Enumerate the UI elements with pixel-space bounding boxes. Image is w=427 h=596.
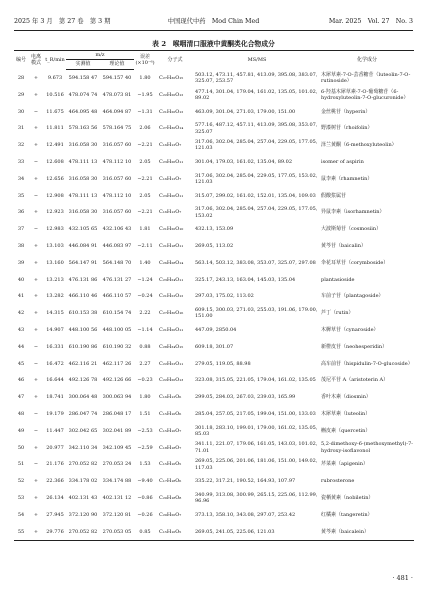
table-row — [14, 288, 414, 305]
cell-m2: 402.131 12 — [102, 494, 132, 501]
cell-ms: 269.05, 113.02 — [195, 242, 234, 249]
cell-rt: 26.134 — [46, 494, 64, 501]
cell-ms: 317.06, 302.04, 285.04, 229.05, 177.05, 153.02, 121.03 — [195, 172, 318, 185]
cell-rt: 22.366 — [46, 478, 64, 485]
cell-f: C₂₃H₂₆O₁₁ — [159, 158, 184, 165]
cell-m1: 476.131 86 — [68, 276, 98, 283]
table-row — [14, 322, 414, 339]
cell-f: C₂₆H₂₈O₁₄ — [159, 259, 184, 266]
table-row — [14, 87, 414, 104]
col-compound: 化学成分 — [320, 51, 414, 70]
cell-err: −9.40 — [137, 478, 153, 485]
cell-name: 芹菜素（apigenin） — [321, 461, 368, 468]
cell-m2: 478.112 10 — [102, 158, 132, 165]
cell-m2: 270.053 24 — [102, 461, 132, 468]
header-journal: 中国现代中药 Mod Chin Med — [167, 18, 260, 25]
cell-err: 1.80 — [139, 74, 151, 81]
cell-mode: + — [33, 259, 39, 266]
cell-m1: 432.105 65 — [68, 226, 98, 233]
cell-mode: + — [33, 377, 39, 384]
cell-rt: 12.923 — [46, 209, 64, 216]
cell-m2: 300.063 94 — [102, 394, 132, 401]
col-rt: t_R/min — [44, 51, 66, 70]
cell-m2: 466.110 57 — [102, 293, 132, 300]
cell-rt: 12.656 — [46, 175, 64, 182]
table-row — [14, 339, 414, 356]
cell-err: −0.23 — [137, 377, 153, 384]
cell-ms: 279.05, 119.05, 88.98 — [195, 360, 251, 367]
cell-ms: 301.04, 179.03, 161.02, 135.04, 89.02 — [195, 158, 293, 165]
table-title: 表 2 喉咽清口服液中黄酮类化合物成分 — [152, 40, 275, 48]
cell-f: C₁₇H₁₈O₆ — [159, 478, 182, 485]
cell-f: C₂₇H₃₀O₁₄ — [159, 125, 184, 132]
cell-err: 1.51 — [139, 410, 151, 417]
cell-name: 木樨草苷（cynaroside） — [321, 326, 379, 333]
cell-ms: 503.12, 473.11, 457.81, 413.09, 395.08, 383.07, 325.07, 253.57 — [195, 71, 318, 84]
cell-no: 38 — [17, 242, 25, 249]
cell-err: −0.26 — [137, 511, 153, 518]
cell-m1: 316.058 30 — [68, 175, 98, 182]
cell-m1: 334.178 02 — [68, 478, 98, 485]
cell-no: 32 — [17, 142, 25, 149]
cell-no: 50 — [17, 444, 25, 451]
cell-err: 2.05 — [139, 192, 151, 199]
cell-mode: − — [33, 158, 39, 165]
cell-m1: 478.111 13 — [68, 158, 98, 165]
col-formula: 分子式 — [156, 51, 194, 70]
cell-no: 40 — [17, 276, 25, 283]
cell-ms: 269.05, 241.05, 225.06, 121.03 — [194, 523, 320, 540]
cell-err: 0.88 — [139, 343, 151, 350]
cell-no: 43 — [17, 326, 25, 333]
cell-rt: 18.741 — [46, 394, 64, 401]
cell-ms: 315.07, 299.02, 161.02, 152.01, 135.04, 109.03 — [195, 192, 316, 199]
cell-m2: 478.073 81 — [102, 91, 132, 98]
cell-rt: 10.516 — [46, 91, 64, 98]
cell-m2: 610.154 74 — [102, 310, 132, 317]
cell-mode: − — [33, 461, 39, 468]
cell-m1: 610.153 38 — [68, 310, 98, 317]
cell-mode: − — [33, 360, 39, 367]
cell-ms: 373.13, 358.10, 343.08, 297.07, 253.42 — [195, 511, 296, 518]
table-row — [14, 473, 414, 490]
cell-ms: 341.11, 221.07, 179.06, 161.05, 143.03, 101.02, 71.01 — [195, 441, 318, 454]
cell-no: 44 — [17, 343, 25, 350]
cell-no: 45 — [17, 360, 25, 367]
cell-m1: 462.116 21 — [68, 360, 98, 367]
cell-rt: 16.644 — [46, 377, 64, 384]
cell-f: C₂₀H₁₈O₈ — [159, 494, 182, 501]
cell-m2: 478.112 10 — [102, 192, 132, 199]
col-mz-exp: 实测值 — [66, 60, 100, 69]
cell-m1: 316.058 30 — [68, 142, 98, 149]
cell-m1: 464.095 48 — [68, 108, 98, 115]
cell-err: −1.95 — [137, 91, 153, 98]
table-row — [14, 154, 414, 171]
cell-err: −2.59 — [137, 444, 153, 451]
cell-name: 异鼠李素（isorhamnetin） — [321, 209, 385, 216]
cell-f: C₁₅H₁₀O₅ — [156, 523, 194, 540]
cell-mode: + — [33, 293, 39, 300]
cell-m2: 564.148 70 — [102, 259, 132, 266]
cell-err: 1.81 — [139, 226, 151, 233]
cell-rt: 12.908 — [46, 192, 64, 199]
cell-mode: + — [33, 494, 39, 501]
table-row — [14, 406, 414, 423]
cell-mode: + — [33, 394, 39, 401]
table-row — [14, 372, 414, 389]
cell-name: 泽兰黄酮（6-methoxyluteolin） — [321, 142, 397, 149]
cell-f: C₁₅H₁₀O₆ — [159, 410, 182, 417]
cell-no: 42 — [17, 310, 25, 317]
table-row — [14, 456, 414, 473]
table-row — [14, 271, 414, 288]
cell-f: C₁₆H₁₂O₇ — [159, 209, 182, 216]
table-row — [14, 187, 414, 204]
cell-no: 39 — [17, 259, 25, 266]
cell-mode: + — [33, 326, 39, 333]
cell-name: 5,2-dimethoxy-6-(methoxymethyl)-7-hydroxy-isoflavonol — [321, 441, 413, 454]
col-mz: m/z — [66, 51, 134, 60]
cell-mode: − — [33, 108, 39, 115]
cell-m1: 610.190 86 — [68, 343, 98, 350]
cell-no: 34 — [17, 175, 25, 182]
cell-f: C₂₁H₂₂O₁₂ — [159, 293, 184, 300]
cell-name: 鼠李素（rhamnetin） — [321, 175, 373, 182]
cell-err: 2.05 — [139, 158, 151, 165]
cell-no: 29 — [17, 91, 25, 98]
cell-mode: + — [33, 74, 39, 81]
cell-no: 51 — [17, 461, 25, 468]
cell-name: 木犀草素-7-O-芸香糖苷（luteolin-7-O-rutinoside） — [321, 71, 411, 84]
cell-mode: + — [33, 125, 39, 132]
cell-f: C₁₆H₁₂O₇ — [159, 175, 182, 182]
cell-err: 1.53 — [139, 461, 151, 468]
cell-err: −2.21 — [137, 175, 153, 182]
cell-m2: 316.057 60 — [102, 175, 132, 182]
cell-f: C₂₁H₂₀O₁₀ — [159, 226, 184, 233]
cell-m1: 270.052 82 — [66, 523, 100, 540]
table-row — [14, 255, 414, 272]
cell-m2: 578.164 75 — [102, 125, 132, 132]
cell-name: 槲皮素（quercetin） — [321, 427, 371, 434]
cell-m1: 492.126 78 — [68, 377, 98, 384]
cell-err: −2.21 — [137, 142, 153, 149]
cell-no: 35 — [17, 192, 25, 199]
cell-err: 1.80 — [139, 394, 151, 401]
cell-name: 假酸浆属苷 — [321, 192, 347, 199]
cell-mode: + — [33, 310, 39, 317]
cell-mode: + — [33, 511, 39, 518]
cell-ms: 317.06, 302.04, 285.04, 257.04, 229.05, 177.05, 153.02 — [195, 206, 318, 219]
cell-f: C₂₁H₂₀O₁₁ — [159, 326, 184, 333]
cell-rt: 12.491 — [46, 142, 64, 149]
cell-f: C₂₈H₃₄O₁₅ — [159, 343, 184, 350]
cell-err: −2.21 — [137, 209, 153, 216]
cell-m1: 564.147 91 — [68, 259, 98, 266]
cell-rt: 21.176 — [46, 461, 64, 468]
running-header — [14, 16, 413, 28]
cell-m2: 448.100 05 — [102, 326, 132, 333]
cell-ms: 577.16, 487.12, 457.11, 413.09, 395.08, 353.07, 325.07 — [195, 122, 318, 135]
cell-mode: + — [28, 523, 44, 540]
cell-ms: 325.17, 243.13, 163.04, 145.03, 135.04 — [195, 276, 296, 283]
cell-mode: + — [33, 478, 39, 485]
table-body — [14, 69, 414, 540]
cell-err: −1.24 — [137, 276, 153, 283]
cell-f: C₁₅H₁₀O₇ — [159, 427, 182, 434]
cell-no: 31 — [17, 125, 25, 132]
cell-name: 黄芩苷（baicalin） — [321, 242, 366, 249]
cell-no: 46 — [17, 377, 25, 384]
col-no: 编号 — [14, 51, 28, 70]
cell-f: C₂₁H₁₈O₁₁ — [159, 242, 184, 249]
cell-mode: + — [33, 142, 39, 149]
cell-no: 37 — [17, 226, 25, 233]
cell-no: 53 — [17, 494, 25, 501]
cell-name: 野漆树苷（rhoifolin） — [321, 125, 373, 132]
cell-m1: 302.042 65 — [68, 427, 98, 434]
cell-rt: 12.608 — [46, 158, 64, 165]
cell-err: −0.24 — [137, 293, 153, 300]
cell-ms: 285.04, 257.05, 217.05, 199.04, 151.00, 133.03 — [195, 410, 316, 417]
table-row — [14, 171, 414, 188]
cell-mode: + — [33, 242, 39, 249]
cell-name: 红橘素（tangeretin） — [321, 511, 373, 518]
cell-mode: + — [33, 175, 39, 182]
cell-err: −2.11 — [137, 242, 153, 249]
cell-name: 金丝桃苷（hyperin） — [321, 108, 371, 115]
cell-rt: 9.673 — [47, 74, 63, 81]
cell-rt: 16.331 — [46, 343, 64, 350]
cell-m2: 270.053 05 — [100, 523, 134, 540]
cell-f: C₂₃H₂₄O₁₁ — [159, 276, 184, 283]
cell-no: 28 — [17, 74, 25, 81]
col-msms: MS/MS — [194, 51, 320, 70]
table-row — [14, 507, 414, 524]
cell-ms: 340.99, 313.08, 300.99, 265.15, 225.06, 112.99, 96.96 — [195, 491, 318, 505]
table-row — [14, 355, 414, 372]
cell-name: 新橙皮苷（neohesperidin） — [321, 343, 388, 350]
cell-no: 49 — [17, 427, 25, 434]
cell-f: C₁₈H₁₈O₇ — [159, 444, 182, 451]
table-row — [14, 490, 414, 507]
cell-m2: 476.131 27 — [102, 276, 132, 283]
table-row — [14, 120, 414, 137]
cell-m2: 432.106 43 — [102, 226, 132, 233]
cell-rt: 13.160 — [46, 259, 64, 266]
cell-mode: + — [33, 444, 39, 451]
cell-m1: 402.131 43 — [68, 494, 98, 501]
cell-f: C₁₆H₁₂O₆ — [159, 394, 182, 401]
table-row — [14, 204, 414, 221]
cell-f: C₂₀H₂₀O₇ — [159, 511, 182, 518]
cell-no: 54 — [17, 511, 25, 518]
cell-err: 2.22 — [139, 310, 151, 317]
cell-f: C₁₅H₁₀O₅ — [159, 461, 182, 468]
cell-m2: 334.174 88 — [102, 478, 132, 485]
cell-err: 2.06 — [139, 125, 151, 132]
cell-m2: 342.109 45 — [102, 444, 132, 451]
col-mode: 电离模式 — [28, 51, 44, 70]
cell-mode: + — [33, 209, 39, 216]
cell-m1: 372.120 90 — [68, 511, 98, 518]
cell-m1: 446.084 91 — [68, 242, 98, 249]
cell-m2: 446.083 97 — [102, 242, 132, 249]
cell-name: 香叶木素（diosmin） — [321, 394, 371, 401]
cell-ms: 299.05, 284.03, 267.03, 239.03, 165.99 — [195, 394, 296, 401]
cell-ms: 477.14, 301.04, 179.04, 161.02, 135.05, 101.02, 89.02 — [195, 88, 318, 101]
cell-name: rubrosterone — [321, 478, 355, 485]
cell-name: 大波斯菊苷（cosmosiin） — [321, 226, 382, 233]
table-row — [14, 221, 414, 238]
cell-no: 55 — [14, 523, 28, 540]
cell-name: 木犀草素（luteolin） — [321, 410, 371, 417]
cell-rt: 27.945 — [46, 511, 64, 518]
col-mz-theo: 理论值 — [100, 60, 134, 69]
cell-name: 瓷栖黄素（nobiletin） — [321, 494, 374, 501]
col-error: 误差 (×10⁻⁶) — [134, 51, 156, 70]
cell-mode: − — [33, 427, 39, 434]
cell-no: 33 — [17, 158, 25, 165]
cell-ms: 269.05, 225.06, 201.06, 181.06, 151.00, 149.02, 117.03 — [195, 458, 318, 471]
cell-no: 30 — [17, 108, 25, 115]
compound-table — [14, 50, 414, 541]
cell-ms: 447.09, 2850.04 — [195, 326, 237, 333]
cell-ms: 297.03, 175.02, 113.02 — [195, 293, 254, 300]
cell-err: 2.27 — [139, 360, 151, 367]
cell-mode: − — [33, 226, 39, 233]
table-row — [14, 103, 414, 120]
cell-rt: 19.179 — [46, 410, 64, 417]
cell-ms: 563.14, 503.12, 383.08, 353.07, 325.07, 297.08 — [195, 259, 316, 266]
cell-mode: − — [33, 410, 39, 417]
table-row — [14, 137, 414, 154]
cell-no: 48 — [17, 410, 25, 417]
cell-rt: 16.472 — [46, 360, 64, 367]
cell-f: C₂₁H₂₀O₁₂ — [159, 108, 184, 115]
cell-name: 黄芩素（baicalein） — [320, 523, 414, 540]
cell-m2: 302.041 89 — [102, 427, 132, 434]
header-rule — [14, 30, 413, 31]
cell-no: 41 — [17, 293, 25, 300]
cell-err: 1.40 — [139, 259, 151, 266]
cell-rt: 13.213 — [46, 276, 64, 283]
cell-f: C₂₂H₂₂O₁₁ — [159, 360, 184, 367]
cell-no: 47 — [17, 394, 25, 401]
cell-name: 茂尼平苷 A（aristoterin A） — [321, 377, 389, 384]
cell-rt: 11.811 — [46, 125, 64, 132]
cell-name: 6-羟基木犀草素-7-O-葡萄糖苷（6-hydroxyluteolin-7-O-glucuronide） — [321, 88, 409, 101]
cell-ms: 323.08, 315.05, 221.05, 179.04, 161.02, 135.05 — [195, 377, 316, 384]
cell-name: plantasioside — [321, 276, 355, 283]
header-issue-en: Mar. 2025 Vol. 27 No. 3 — [328, 18, 413, 25]
cell-f: C₂₇H₃₀O₁₆ — [159, 310, 184, 317]
table-row — [14, 423, 414, 440]
cell-mode: + — [33, 91, 39, 98]
cell-err: −0.86 — [137, 494, 153, 501]
cell-m2: 464.094 87 — [102, 108, 132, 115]
cell-m1: 478.074 74 — [68, 91, 98, 98]
cell-name: 芦丁（rutin） — [321, 310, 354, 317]
cell-err: −2.53 — [137, 427, 153, 434]
cell-m1: 300.064 48 — [68, 394, 98, 401]
cell-m2: 610.190 32 — [102, 343, 132, 350]
cell-f: C₂₇H₃₀O₁₅ — [159, 74, 184, 81]
cell-mode: + — [33, 276, 39, 283]
table-row — [14, 439, 414, 456]
cell-m2: 492.126 66 — [102, 377, 132, 384]
cell-rt: 12.983 — [46, 226, 64, 233]
cell-rt: 29.776 — [44, 523, 66, 540]
cell-m2: 316.057 60 — [102, 209, 132, 216]
cell-rt: 14.315 — [46, 310, 64, 317]
cell-m2: 594.157 40 — [102, 75, 132, 81]
cell-ms: 335.22, 317.21, 190.52, 164.93, 107.97 — [195, 478, 296, 485]
cell-name: 车前子苷（plantagoside） — [321, 293, 384, 300]
cell-rt: 20.977 — [46, 444, 64, 451]
cell-f: C₁₆H₁₂O₇ — [159, 142, 182, 149]
cell-ms: 609.18, 301.07 — [195, 343, 234, 350]
cell-m2: 286.048 17 — [102, 410, 132, 417]
cell-m1: 286.047 74 — [68, 410, 98, 417]
cell-ms: 432.13, 153.09 — [195, 226, 234, 233]
cell-no: 36 — [17, 209, 25, 216]
cell-m2: 316.057 60 — [102, 142, 132, 149]
cell-m1: 478.111 13 — [68, 192, 98, 199]
cell-err: 0.85 — [134, 523, 156, 540]
table-row — [14, 305, 414, 322]
cell-ms: 317.06, 302.04, 285.04, 257.04, 229.05, 177.05, 121.03 — [195, 138, 318, 152]
cell-f: C₂₃H₂₆O₁₁ — [159, 192, 184, 199]
cell-m1: 448.100 56 — [68, 326, 98, 333]
cell-m1: 342.110 34 — [68, 444, 98, 451]
cell-rt: 13.103 — [46, 242, 64, 249]
cell-m2: 372.120 81 — [102, 511, 132, 518]
table-row — [14, 238, 414, 255]
cell-m1: 594.158 47 — [68, 75, 98, 81]
cell-m2: 462.117 26 — [102, 360, 132, 367]
table-row — [14, 69, 414, 86]
page-number: · 481 · — [392, 574, 413, 582]
cell-mode: − — [33, 343, 39, 350]
cell-m1: 466.110 46 — [68, 293, 98, 300]
table-row — [14, 389, 414, 406]
header-issue: 2025 年 3 月 第 27 卷 第 3 期 — [14, 18, 111, 25]
cell-err: −1.31 — [137, 108, 153, 115]
cell-ms: 301.18, 283.10, 199.01, 179.00, 161.02, 135.05, 85.03 — [195, 424, 318, 437]
table-row — [14, 523, 414, 540]
cell-name: 伞花耳草苷（corymboside） — [321, 259, 389, 266]
cell-ms: 463.09, 301.04, 271.03, 179.00, 151.00 — [195, 108, 296, 115]
cell-m1: 270.052 82 — [68, 461, 98, 468]
cell-name: isomer of aspirin — [321, 158, 364, 165]
cell-no: 52 — [17, 478, 25, 485]
cell-m1: 316.058 30 — [68, 209, 98, 216]
cell-rt: 11.675 — [46, 108, 64, 115]
cell-err: −1.14 — [137, 326, 153, 333]
cell-name: 高车前苷（hispidulin-7-O-glucoside） — [321, 360, 413, 367]
cell-rt: 14.907 — [46, 326, 64, 333]
cell-f: C₂₂H₂₀O₁₃ — [159, 377, 184, 384]
cell-rt: 13.282 — [46, 293, 64, 300]
cell-m1: 578.163 56 — [68, 125, 98, 132]
cell-mode: − — [33, 192, 39, 199]
cell-ms: 609.15, 300.03, 271.03, 255.03, 191.06, 179.00, 151.00 — [195, 306, 318, 320]
cell-f: C₂₂H₂₀O₁₂ — [159, 91, 184, 98]
cell-rt: 11.447 — [46, 427, 64, 434]
